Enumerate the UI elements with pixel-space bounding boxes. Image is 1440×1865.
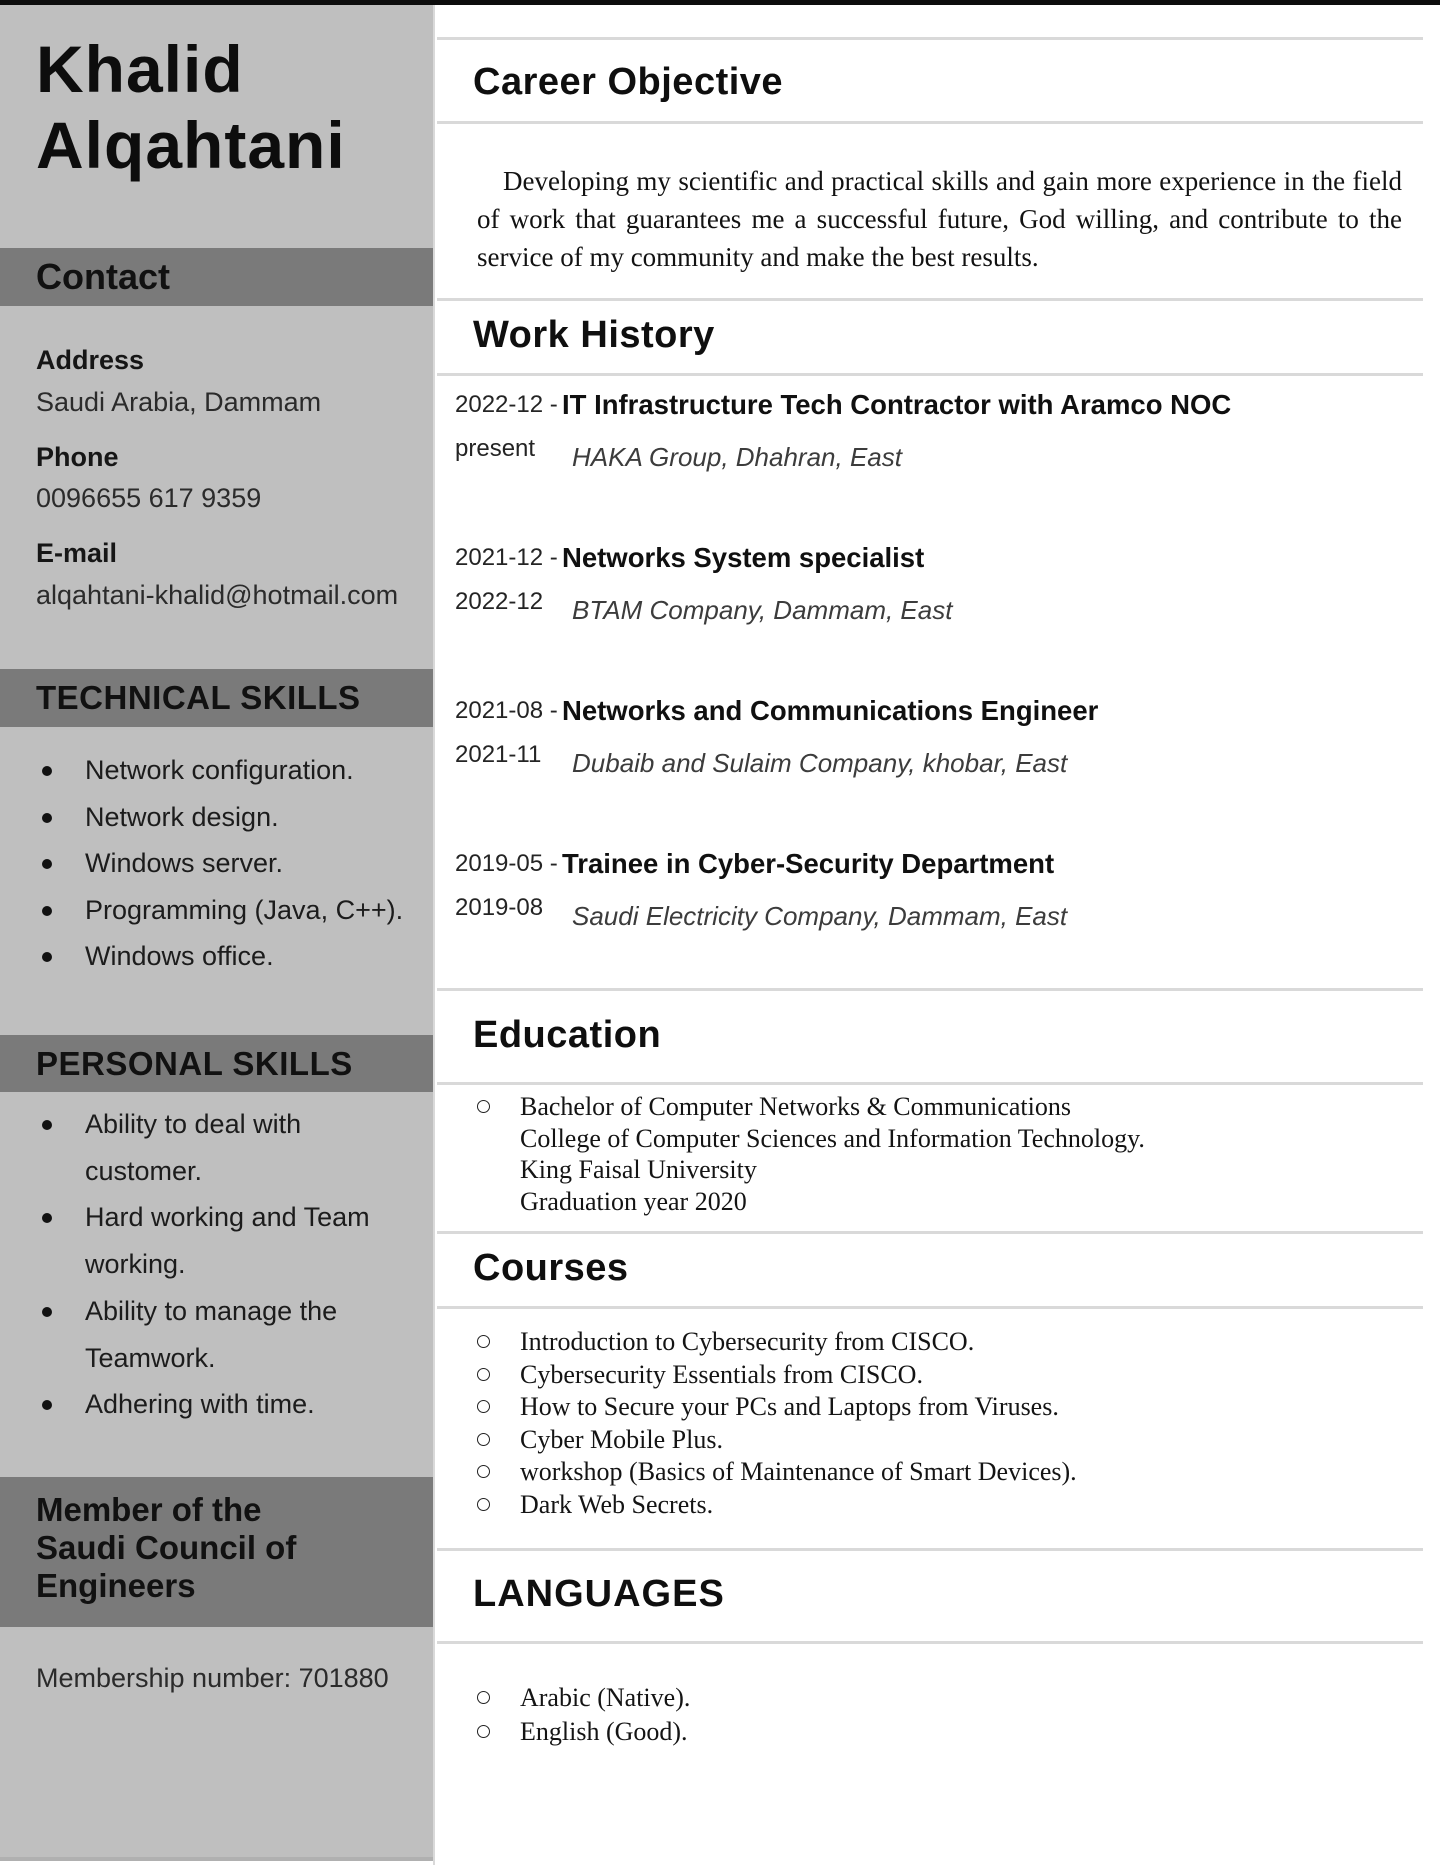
technical-skills-heading: TECHNICAL SKILLS [36, 679, 361, 716]
main-content [433, 5, 1440, 1865]
circle-bullet-icon [477, 1400, 490, 1413]
work-entry [455, 536, 1415, 632]
technical-skill-text: Programming (Java, C++). [85, 894, 404, 925]
circle-bullet-icon [477, 1368, 490, 1381]
education-text: Graduation year 2020 [520, 1186, 747, 1216]
education-line [435, 1123, 1425, 1155]
membership-heading: Member of the Saudi Council of Engineers [36, 1491, 297, 1604]
education-line [435, 1091, 1425, 1123]
course-text: Cyber Mobile Plus. [520, 1424, 723, 1454]
work-entry-company: Saudi Electricity Company, Dammam, East [572, 901, 1068, 931]
circle-bullet-icon [477, 1433, 490, 1446]
section-divider [437, 1306, 1423, 1309]
education-text: King Faisal University [520, 1155, 757, 1184]
circle-bullet-icon [477, 1465, 490, 1478]
personal-skill-text: Adhering with time. [85, 1389, 315, 1420]
circle-bullet-icon [477, 1691, 490, 1704]
course-text: Cybersecurity Essentials from CISCO. [520, 1359, 923, 1389]
course-text: Introduction to Cybersecurity from CISCO. [520, 1327, 975, 1356]
work-entry-dates [455, 536, 562, 632]
bullet-icon [42, 766, 52, 776]
circle-bullet-icon [477, 1335, 490, 1348]
work-entry-date-to: 2019-08 [455, 894, 544, 921]
work-entry-dates [455, 383, 562, 479]
bullet-icon [42, 1400, 52, 1410]
technical-skill-item [0, 794, 433, 841]
work-history-heading: Work History [473, 314, 715, 356]
work-entry-dates [455, 689, 562, 785]
section-divider [437, 1548, 1423, 1551]
technical-skill-text: Network design. [85, 801, 279, 832]
course-item [435, 1359, 1425, 1392]
section-divider [437, 37, 1423, 40]
technical-skill-item [0, 933, 433, 980]
personal-skills-heading: PERSONAL SKILLS [36, 1044, 353, 1082]
work-entry [455, 383, 1415, 479]
candidate-name-line1: Khalid [36, 32, 244, 106]
course-item [435, 1489, 1425, 1522]
bullet-icon [42, 906, 52, 916]
candidate-name-line2: Alqahtani [36, 108, 346, 182]
language-text: English (Good). [520, 1717, 688, 1746]
section-divider [437, 373, 1423, 376]
section-divider [437, 1082, 1423, 1085]
work-entry-date-to: present [455, 435, 536, 462]
work-entry [455, 689, 1415, 785]
course-text: How to Secure your PCs and Laptops from Viruses. [520, 1392, 1059, 1421]
work-entry-date-from: 2019-05 - [455, 850, 558, 877]
section-divider [437, 1231, 1423, 1234]
work-entry [455, 842, 1415, 938]
candidate-name [36, 31, 346, 183]
personal-skills-section-header [0, 1035, 433, 1092]
email-value: alqahtani-khalid@hotmail.com [36, 580, 399, 610]
technical-skill-text: Windows server. [85, 848, 284, 878]
work-entry-title: Trainee in Cyber-Security Department [562, 848, 1055, 879]
education-line [435, 1186, 1425, 1218]
personal-skill-text: Hard working and Team working. [85, 1202, 370, 1280]
courses-heading: Courses [473, 1247, 629, 1289]
language-item [435, 1715, 1425, 1749]
section-divider [437, 298, 1423, 301]
bullet-icon [42, 1213, 52, 1223]
work-entry-details [562, 689, 1415, 785]
work-entry-dates [455, 842, 562, 938]
technical-skill-item [0, 887, 433, 934]
work-entry-date-to: 2021-11 [455, 741, 542, 768]
technical-skills-list [0, 747, 433, 980]
membership-section-header [0, 1477, 433, 1627]
contact-section-header [0, 248, 433, 306]
education-heading: Education [473, 1014, 662, 1056]
work-entry-details [562, 383, 1415, 479]
course-item [435, 1456, 1425, 1489]
languages-heading: LANGUAGES [473, 1573, 725, 1615]
personal-skill-item [0, 1381, 433, 1428]
work-entry-date-to: 2022-12 [455, 588, 544, 615]
work-entry-details [562, 536, 1415, 632]
work-entry-company: Dubaib and Sulaim Company, khobar, East [572, 748, 1068, 778]
education-line [435, 1154, 1425, 1186]
section-divider [437, 988, 1423, 991]
membership-number: Membership number: 701880 [36, 1663, 389, 1693]
bullet-icon [42, 1307, 52, 1317]
section-divider [437, 121, 1423, 124]
section-divider [437, 1641, 1423, 1644]
course-item [435, 1326, 1425, 1359]
sidebar [0, 5, 433, 1861]
phone-label: Phone [36, 442, 119, 472]
bullet-icon [42, 859, 52, 869]
work-entry-title: Networks System specialist [562, 542, 925, 573]
language-text: Arabic (Native). [520, 1683, 691, 1712]
personal-skill-text: Ability to deal with customer. [85, 1109, 302, 1186]
education-text: College of Computer Sciences and Information Technology. [520, 1123, 1145, 1153]
work-entry-title: Networks and Communications Engineer [562, 695, 1099, 726]
course-item [435, 1391, 1425, 1424]
personal-skill-text: Ability to manage the Teamwork. [85, 1295, 338, 1373]
personal-skill-item [0, 1101, 433, 1194]
circle-bullet-icon [477, 1100, 490, 1113]
course-item [435, 1424, 1425, 1457]
email-label: E-mail [36, 538, 118, 568]
work-entry-company: BTAM Company, Dammam, East [572, 595, 953, 625]
work-entry-date-from: 2021-12 - [455, 544, 558, 571]
work-entry-company: HAKA Group, Dhahran, East [572, 442, 902, 472]
work-entry-date-from: 2022-12 - [455, 391, 558, 418]
career-objective-heading: Career Objective [473, 61, 784, 103]
language-item [435, 1681, 1425, 1715]
personal-skills-list [0, 1101, 433, 1428]
courses-list [435, 1326, 1425, 1521]
technical-skill-text: Windows office. [85, 941, 274, 971]
circle-bullet-icon [477, 1725, 490, 1738]
technical-skill-item [0, 747, 433, 794]
bullet-icon [42, 952, 52, 962]
career-objective-text: Developing my scientific and practical skills and gain more experience in the field of work that guarantees me a successful future, God willing, and contribute to the service of my community and make the best results. [477, 166, 1402, 272]
contact-heading: Contact [36, 256, 170, 297]
bullet-icon [42, 813, 52, 823]
work-entry-details [562, 842, 1415, 938]
course-text: workshop (Basics of Maintenance of Smart Devices). [520, 1457, 1077, 1486]
phone-value: 0096655 617 9359 [36, 483, 262, 513]
work-entry-date-from: 2021-08 - [455, 697, 558, 724]
education-text: Bachelor of Computer Networks & Communications [520, 1092, 1071, 1121]
bullet-icon [42, 1120, 52, 1130]
circle-bullet-icon [477, 1498, 490, 1511]
technical-skills-section-header [0, 669, 433, 727]
address-value: Saudi Arabia, Dammam [36, 387, 322, 417]
languages-list [435, 1681, 1425, 1749]
course-text: Dark Web Secrets. [520, 1489, 714, 1519]
technical-skill-item [0, 840, 433, 887]
personal-skill-item [0, 1288, 433, 1381]
education-list [435, 1091, 1425, 1217]
address-label: Address [36, 345, 145, 375]
work-entry-title: IT Infrastructure Tech Contractor with Aramco NOC [562, 389, 1232, 420]
technical-skill-text: Network configuration. [85, 755, 354, 785]
personal-skill-item [0, 1194, 433, 1287]
